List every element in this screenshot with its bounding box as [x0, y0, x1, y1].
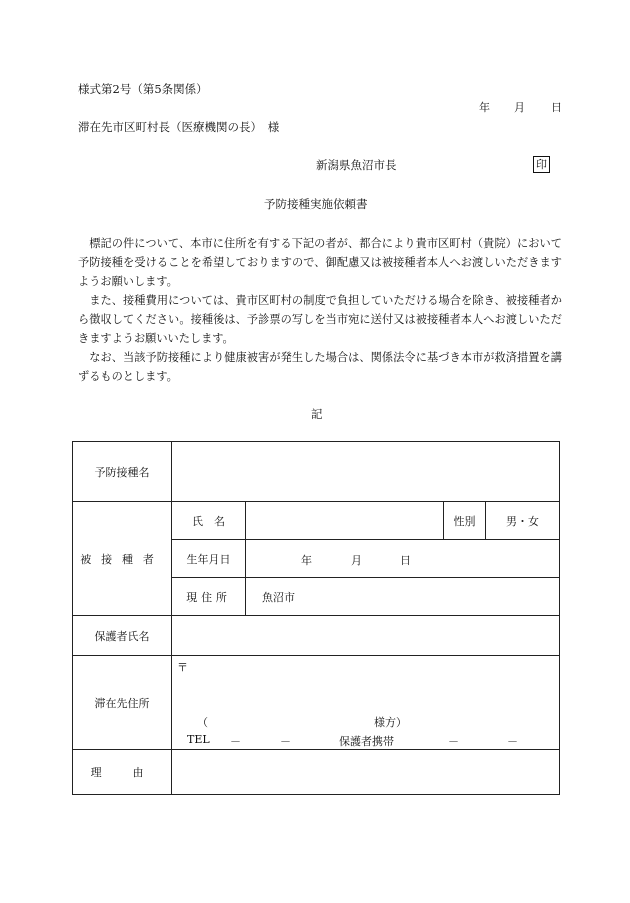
- dob-year: 年: [301, 554, 312, 567]
- recipient-name-row: [73, 502, 560, 540]
- dob-day: 日: [400, 554, 411, 567]
- date-year-label: 年: [479, 101, 490, 114]
- date-month-label: 月: [514, 101, 525, 114]
- guardian-mobile-label: 保護者携帯: [339, 735, 394, 748]
- stay-address-field[interactable]: [172, 656, 560, 750]
- recipient-label: 被接種者: [73, 502, 172, 616]
- stay-address-label: 滞在先住所: [73, 656, 172, 750]
- guardian-label: 保護者氏名: [73, 616, 172, 656]
- address-field[interactable]: 魚沼市: [246, 578, 560, 616]
- care-of-open: （: [197, 716, 208, 729]
- body-paragraph-3: なお、当該予防接種により健康被害が発生した場合は、関係法令に基づき本市が救済措置を講ずるものとします。: [78, 351, 562, 383]
- stay-address-row: [73, 656, 560, 750]
- body-paragraph-1: 標記の件について、本市に住所を有する下記の者が、都合により貴市区町村（貴院）において予防接種を受けることを希望しておりますので、御配慮又は被接種者本人へお渡しいただきますようお願いします。: [78, 237, 562, 288]
- vaccine-row: [73, 442, 560, 502]
- sender: 新潟県魚沼市長: [316, 158, 397, 172]
- vaccine-name-label: 予防接種名: [73, 442, 172, 502]
- mobile-dash-2: －: [507, 735, 518, 748]
- tel-label: TEL: [187, 733, 210, 746]
- vaccine-name-field[interactable]: [172, 442, 560, 502]
- addressee: 滞在先市区町村長（医療機関の長） 様: [78, 120, 280, 134]
- seal-stamp: 印: [533, 156, 550, 173]
- date-day-label: 日: [551, 101, 562, 114]
- name-field[interactable]: [246, 502, 444, 540]
- reason-field[interactable]: [172, 750, 560, 795]
- dob-label: 生年月日: [172, 540, 246, 578]
- body-paragraph-2: また、接種費用については、貴市区町村の制度で負担していただける場合を除き、被接種者から徴収してください。接種後は、予診票の写しを当市宛に送付又は被接種者本人へお渡しいただきますようお願いいたします。: [78, 294, 562, 345]
- address-label: 現住所: [172, 578, 246, 616]
- request-form-table: [72, 441, 560, 795]
- care-of-close: 様方）: [374, 716, 407, 729]
- ki-heading: 記: [311, 407, 323, 421]
- dob-field[interactable]: [246, 540, 560, 578]
- guardian-row: [73, 616, 560, 656]
- tel-dash-2: －: [280, 735, 291, 748]
- mobile-dash-1: －: [448, 735, 459, 748]
- sex-options[interactable]: 男・女: [486, 502, 560, 540]
- name-label: 氏 名: [172, 502, 246, 540]
- form-number: 様式第2号（第5条関係）: [78, 82, 208, 96]
- sex-label: 性別: [444, 502, 486, 540]
- document-title: 予防接種実施依頼書: [264, 197, 368, 211]
- tel-dash-1: －: [230, 735, 241, 748]
- postal-mark: 〒: [177, 661, 188, 674]
- reason-row: [73, 750, 560, 795]
- dob-month: 月: [351, 554, 362, 567]
- reason-label: 理 由: [73, 750, 172, 795]
- guardian-field[interactable]: [172, 616, 560, 656]
